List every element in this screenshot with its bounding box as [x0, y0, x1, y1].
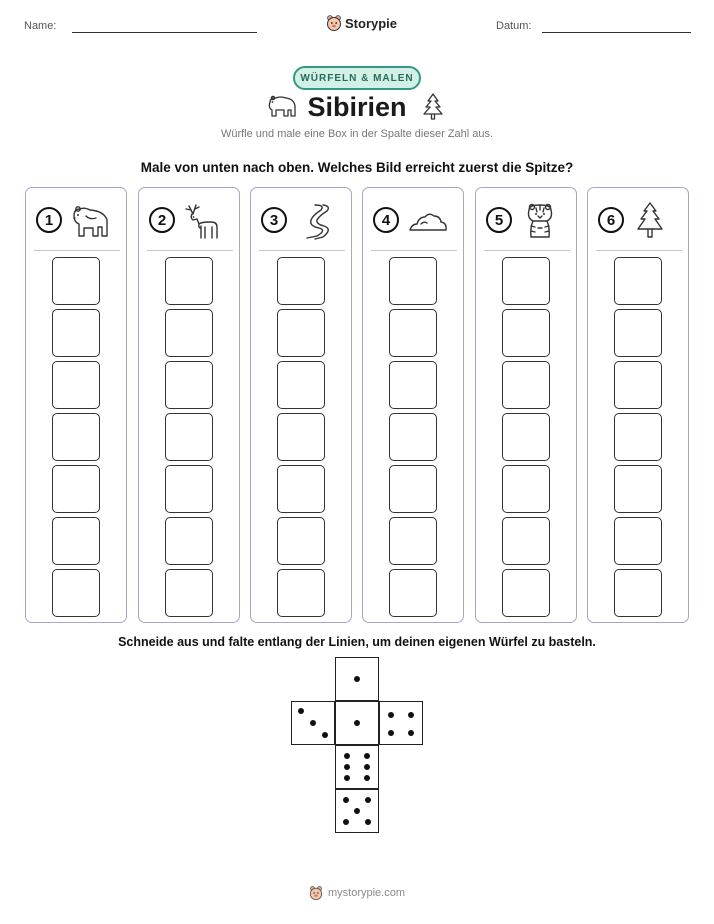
pip — [344, 764, 350, 770]
subtitle: Würfle und male eine Box in der Spalte dieser Zahl aus. — [220, 128, 494, 140]
die-face-1 — [335, 701, 379, 745]
color-box[interactable] — [614, 413, 662, 461]
pip — [354, 720, 360, 726]
pip — [343, 819, 349, 825]
color-box[interactable] — [277, 361, 325, 409]
river-icon — [295, 202, 337, 240]
pip — [408, 712, 414, 718]
name-line — [72, 32, 257, 33]
color-box[interactable] — [502, 465, 550, 513]
column-divider — [484, 250, 570, 251]
column-3 — [250, 187, 352, 623]
brand-name: Storypie — [345, 15, 398, 31]
color-box[interactable] — [52, 465, 100, 513]
storypie-mascot-icon — [309, 885, 323, 901]
pip — [388, 730, 394, 736]
column-divider — [147, 250, 233, 251]
pine-tree-icon — [632, 202, 674, 240]
pip — [364, 775, 370, 781]
pip — [365, 819, 371, 825]
pine-tree-icon — [420, 92, 446, 122]
number-circle: 1 — [36, 207, 62, 233]
die-face-5 — [335, 789, 379, 833]
column-header — [486, 202, 568, 238]
storypie-mascot-icon — [326, 14, 342, 32]
pip — [364, 753, 370, 759]
color-box[interactable] — [614, 361, 662, 409]
color-box[interactable] — [52, 361, 100, 409]
color-box[interactable] — [502, 309, 550, 357]
snow-pile-icon — [407, 202, 449, 240]
column-4 — [362, 187, 464, 623]
color-box[interactable] — [277, 413, 325, 461]
name-label: Name: — [24, 20, 57, 32]
cut-instruction: Schneide aus und falte entlang der Linien, um deinen eigenen Würfel zu basteln. — [118, 635, 596, 649]
pip — [388, 712, 394, 718]
pip — [364, 764, 370, 770]
instruction-text: Male von unten nach oben. Welches Bild erreicht zuerst die Spitze? — [140, 160, 574, 175]
color-box[interactable] — [502, 257, 550, 305]
color-box[interactable] — [389, 465, 437, 513]
brand-logo — [326, 14, 397, 32]
color-box[interactable] — [165, 413, 213, 461]
color-box[interactable] — [614, 257, 662, 305]
tiger-icon — [520, 202, 562, 240]
column-header — [373, 202, 455, 238]
column-6 — [587, 187, 689, 623]
pip — [354, 676, 360, 682]
column-5 — [475, 187, 577, 623]
column-divider — [371, 250, 457, 251]
color-box[interactable] — [389, 517, 437, 565]
color-box[interactable] — [165, 569, 213, 617]
pip — [354, 808, 360, 814]
color-box[interactable] — [165, 465, 213, 513]
number-circle: 5 — [486, 207, 512, 233]
number-circle: 6 — [598, 207, 624, 233]
activity-badge: WÜRFELN & MALEN — [293, 66, 421, 90]
color-box[interactable] — [277, 465, 325, 513]
color-box[interactable] — [502, 517, 550, 565]
die-face-3 — [291, 701, 335, 745]
pip — [344, 775, 350, 781]
column-2 — [138, 187, 240, 623]
color-box[interactable] — [614, 569, 662, 617]
color-box[interactable] — [502, 569, 550, 617]
color-box[interactable] — [52, 517, 100, 565]
column-header — [36, 202, 118, 238]
color-box[interactable] — [52, 569, 100, 617]
number-circle: 3 — [261, 207, 287, 233]
footer-url[interactable]: mystorypie.com — [327, 887, 406, 899]
footer — [0, 885, 714, 901]
date-line — [542, 32, 691, 33]
color-box[interactable] — [277, 517, 325, 565]
color-box[interactable] — [389, 257, 437, 305]
color-box[interactable] — [389, 413, 437, 461]
color-box[interactable] — [52, 413, 100, 461]
pip — [365, 797, 371, 803]
color-box[interactable] — [277, 309, 325, 357]
color-box[interactable] — [389, 309, 437, 357]
color-box[interactable] — [614, 309, 662, 357]
column-header — [149, 202, 231, 238]
pip — [298, 708, 304, 714]
color-box[interactable] — [614, 517, 662, 565]
color-box[interactable] — [165, 361, 213, 409]
column-divider — [259, 250, 345, 251]
color-box[interactable] — [165, 257, 213, 305]
reindeer-icon — [183, 202, 225, 240]
date-label: Datum: — [496, 20, 532, 32]
color-box[interactable] — [277, 569, 325, 617]
pip — [408, 730, 414, 736]
color-box[interactable] — [389, 569, 437, 617]
die-face-6 — [335, 745, 379, 789]
die-face-4 — [379, 701, 423, 745]
number-circle: 2 — [149, 207, 175, 233]
bear-icon — [70, 202, 112, 240]
color-box[interactable] — [277, 257, 325, 305]
color-box[interactable] — [52, 257, 100, 305]
column-header — [261, 202, 343, 238]
color-box[interactable] — [502, 413, 550, 461]
color-box[interactable] — [614, 465, 662, 513]
color-box[interactable] — [52, 309, 100, 357]
color-box[interactable] — [165, 517, 213, 565]
pip — [322, 732, 328, 738]
die-face-1 — [335, 657, 379, 701]
pip — [343, 797, 349, 803]
color-box[interactable] — [502, 361, 550, 409]
color-box[interactable] — [165, 309, 213, 357]
column-1 — [25, 187, 127, 623]
column-divider — [34, 250, 120, 251]
color-box[interactable] — [389, 361, 437, 409]
pip — [310, 720, 316, 726]
column-divider — [596, 250, 682, 251]
column-header — [598, 202, 680, 238]
page-title: Sibirien — [307, 92, 407, 122]
pip — [344, 753, 350, 759]
number-circle: 4 — [373, 207, 399, 233]
